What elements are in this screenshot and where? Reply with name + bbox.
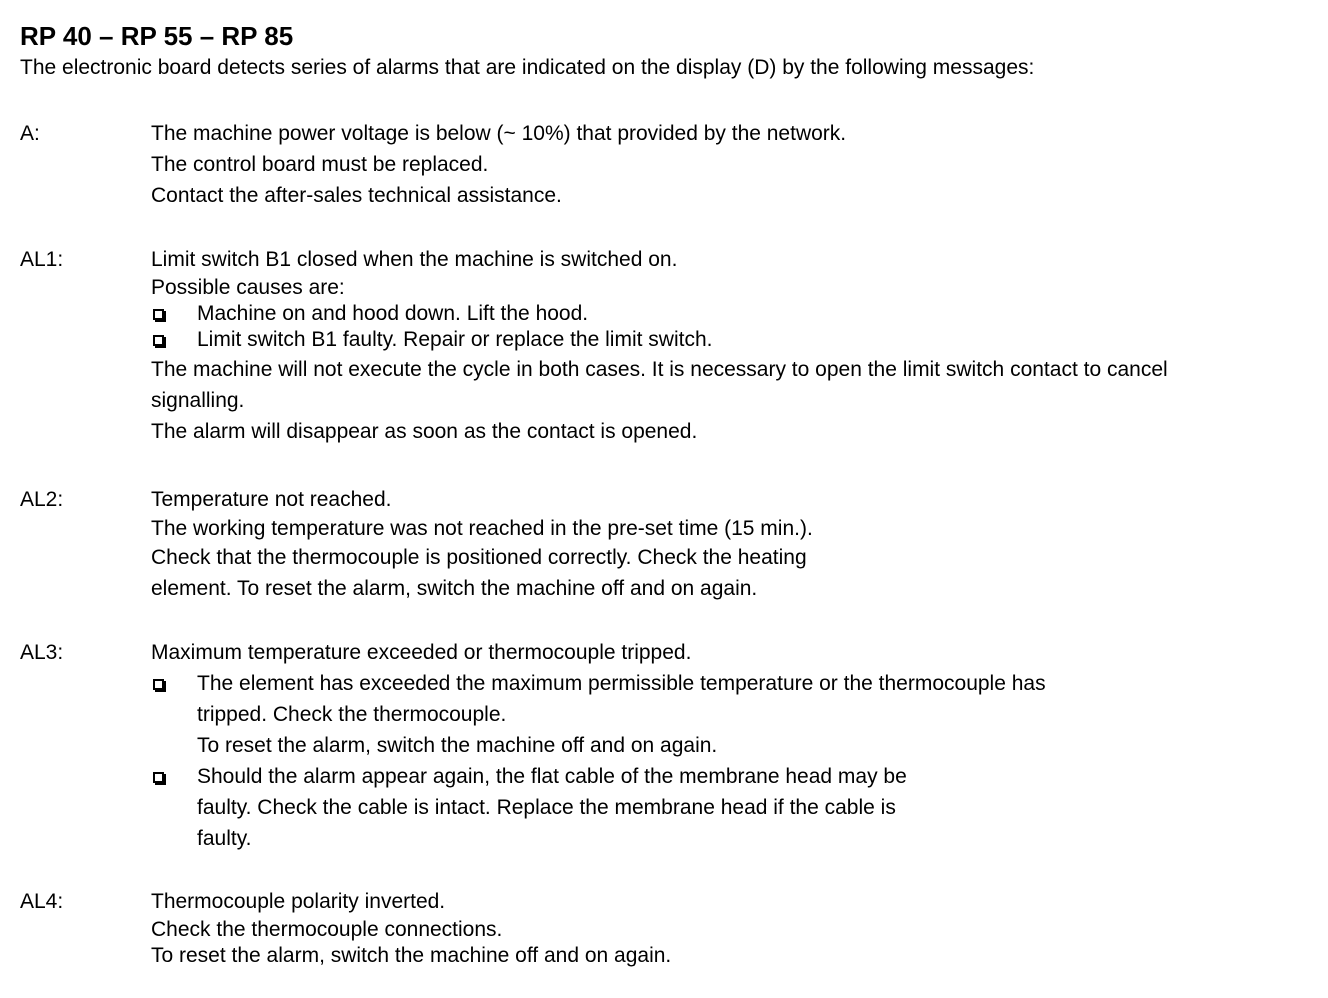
alarm-al1-line: Possible causes are: [151,276,345,299]
alarm-code-al3: AL3: [20,641,64,664]
alarm-code-al2: AL2: [20,488,64,511]
page-title: RP 40 – RP 55 – RP 85 [20,21,294,51]
alarm-a-line: The control board must be replaced. [151,153,489,176]
checkbox-bullet-icon [153,335,164,346]
alarm-code-al1: AL1: [20,248,64,271]
alarm-al2-line: Check that the thermocouple is positioned correctly. Check the heating [151,546,807,569]
alarm-al1-line: The alarm will disappear as soon as the contact is opened. [151,420,698,443]
alarm-al3-bullet-line: Should the alarm appear again, the flat cable of the membrane head may be [197,765,907,788]
alarm-al1-line: signalling. [151,389,245,412]
alarm-a-line: Contact the after-sales technical assistance. [151,184,562,207]
alarm-al4-line: To reset the alarm, switch the machine off and on again. [151,944,672,967]
alarm-al1-bullet-line: Machine on and hood down. Lift the hood. [197,302,589,325]
alarm-al1-line: Limit switch B1 closed when the machine is switched on. [151,248,678,271]
alarm-al3-bullet-line: faulty. [197,827,252,850]
alarm-al4-line: Check the thermocouple connections. [151,918,503,941]
checkbox-bullet-icon [153,772,164,783]
checkbox-bullet-icon [153,309,164,320]
alarm-al3-bullet-line: faulty. Check the cable is intact. Replace the membrane head if the cable is [197,796,896,819]
alarm-al4-line: Thermocouple polarity inverted. [151,890,446,913]
alarm-al1-line: The machine will not execute the cycle in both cases. It is necessary to open the limit switch contact to cancel [151,358,1168,381]
alarm-code-al4: AL4: [20,890,64,913]
alarm-al3-line: Maximum temperature exceeded or thermocouple tripped. [151,641,692,664]
alarm-code-a: A: [20,122,40,145]
alarm-al1-bullet-line: Limit switch B1 faulty. Repair or replace the limit switch. [197,328,713,351]
alarm-al2-line: Temperature not reached. [151,488,392,511]
alarm-al3-bullet-line: To reset the alarm, switch the machine off and on again. [197,734,718,757]
checkbox-bullet-icon [153,679,164,690]
alarm-al3-bullet-line: The element has exceeded the maximum permissible temperature or the thermocouple has [197,672,1046,695]
alarm-al2-line: element. To reset the alarm, switch the machine off and on again. [151,577,758,600]
alarm-al2-line: The working temperature was not reached in the pre-set time (15 min.). [151,517,813,540]
alarm-al3-bullet-line: tripped. Check the thermocouple. [197,703,507,726]
intro-text: The electronic board detects series of alarms that are indicated on the display (D) by the following messages: [20,56,1035,79]
alarm-a-line: The machine power voltage is below (~ 10%) that provided by the network. [151,122,847,145]
